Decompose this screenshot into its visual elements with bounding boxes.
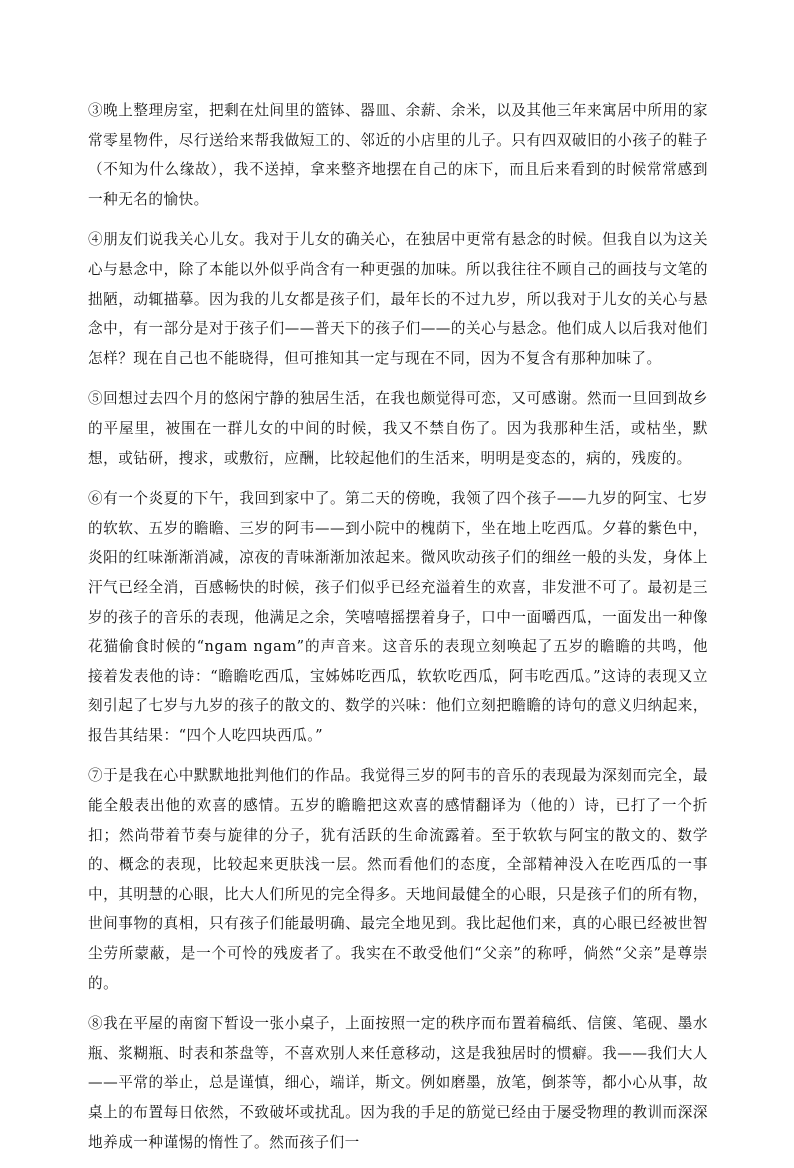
paragraph-7: ⑦于是我在心中默默地批判他们的作品。我觉得三岁的阿韦的音乐的表现最为深刻而完全，最能全般表出他的欢喜的感情。五岁的瞻瞻把这欢喜的感情翻译为（他的）诗，已打了一个折扣；然尚带着节奏与旋律的分子，犹有活跃的生命流露着。至于软软与阿宝的散文的、数学的、概念的表现，比较起来更肤浅一层。然而看他们的态度，全部精神没入在吃西瓜的一事中，其明慧的心眼，比大人们所见的完全得多。天地间最健全的心眼，只是孩子们的所有物，世间事物的真相，只有孩子们能最明确、最完全地见到。我比起他们来，真的心眼已经被世智尘劳所蒙蔽，是一个可怜的残废者了。我实在不敢受他们“父亲”的称呼，倘然“父亲”是尊崇的。 xyxy=(88,767,708,992)
paragraph-4: ④朋友们说我关心儿女。我对于儿女的确关心，在独居中更常有悬念的时候。但我自以为这关心与悬念中，除了本能以外似乎尚含有一种更强的加味。所以我往往不顾自己的画技与文笔的拙陋，动辄描摹。因为我的儿女都是孩子们，最年长的不过九岁，所以我对于儿女的关心与悬念中，有一部分是对于孩子们——普天下的孩子们——的关心与悬念。他们成人以后我对他们怎样？现在自己也不能晓得，但可推知其一定与现在不同，因为不复含有那种加味了。 xyxy=(88,231,708,367)
document-body xyxy=(88,96,708,1168)
paragraph-5: ⑤回想过去四个月的悠闲宁静的独居生活，在我也颇觉得可恋，又可感谢。然而一旦回到故乡的平屋里，被围在一群儿女的中间的时候，我又不禁自伤了。因为我那种生活，或枯坐，默想，或钻研，搜求，或敷衍，应酬，比较起他们的生活来，明明是变态的，病的，残废的。 xyxy=(88,390,708,467)
paragraph-8: ⑧我在平屋的南窗下暂设一张小桌子，上面按照一定的秩序而布置着稿纸、信箧、笔砚、墨水瓶、浆糊瓶、时表和茶盘等，不喜欢别人来任意移动，这是我独居时的惯癖。我——我们大人——平常的举止，总是谨慎，细心，端详，斯文。例如磨墨，放笔，倒茶等，都小心从事，故桌上的布置每日依然，不致破坏或扰乱。因为我的手足的筋觉已经由于屡受物理的教训而深深地养成一种谨惕的惰性了。然而孩子们一 xyxy=(88,1015,708,1151)
paragraph-6: ⑥有一个炎夏的下午，我回到家中了。第二天的傍晚，我领了四个孩子——九岁的阿宝、七岁的软软、五岁的瞻瞻、三岁的阿韦——到小院中的槐荫下，坐在地上吃西瓜。夕暮的紫色中，炎阳的红味渐渐消减，凉夜的青味渐渐加浓起来。微风吹动孩子们的细丝一般的头发，身体上汗气已经全消，百感畅快的时候，孩子们似乎已经充溢着生的欢喜，非发泄不可了。最初是三岁的孩子的音乐的表现，他满足之余，笑嘻嘻摇摆着身子，口中一面嚼西瓜，一面发出一种像花猫偷食时候的“ngam ngam”的声音来。这音乐的表现立刻唤起了五岁的瞻瞻的共鸣，他接着发表他的诗：“瞻瞻吃西瓜，宝姊姊吃西瓜，软软吃西瓜，阿韦吃西瓜。”这诗的表现又立刻引起了七岁与九岁的孩子的散文的、数学的兴味：他们立刻把瞻瞻的诗句的意义归纳起来，报告其结果：“四个人吃四块西瓜。” xyxy=(88,490,708,744)
paragraph-3: ③晚上整理房室，把剩在灶间里的篮钵、器皿、余薪、余米，以及其他三年来寓居中所用的家常零星物件，尽行送给来帮我做短工的、邻近的小店里的儿子。只有四双破旧的小孩子的鞋子（不知为什么缘故），我不送掉，拿来整齐地摆在自己的床下，而且后来看到的时候常常感到一种无名的愉快。 xyxy=(88,102,708,208)
